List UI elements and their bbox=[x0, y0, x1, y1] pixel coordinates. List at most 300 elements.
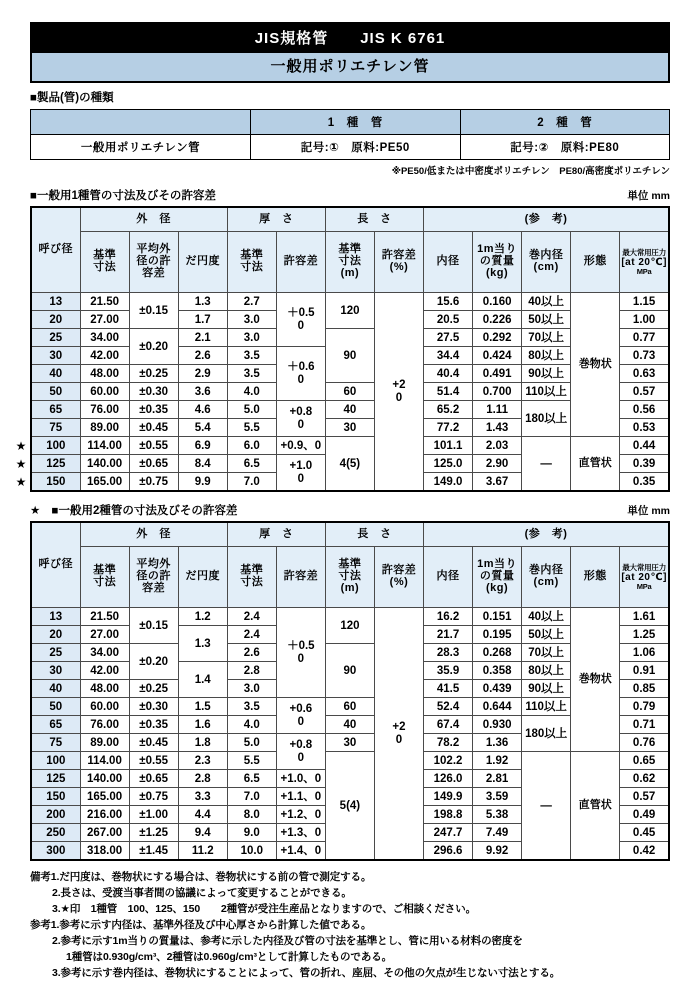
cell-nominal-diameter: 125 bbox=[31, 770, 80, 788]
cell-nominal-diameter: 25 bbox=[31, 329, 80, 347]
cell-std-dim-od: 48.00 bbox=[80, 680, 129, 698]
cell-max-working-pressure: 0.73 bbox=[620, 347, 669, 365]
cell-ovality: 3.3 bbox=[178, 788, 227, 806]
cell-ovality: 2.8 bbox=[178, 770, 227, 788]
cell-nominal-diameter: 13 bbox=[31, 608, 80, 626]
cell-std-dim-od: 76.00 bbox=[80, 716, 129, 734]
cell-std-dim-od: 216.00 bbox=[80, 806, 129, 824]
cell-max-working-pressure: 0.49 bbox=[620, 806, 669, 824]
product-kinds-footnote: ※PE50/低または中密度ポリエチレン PE80/高密度ポリエチレン bbox=[391, 166, 670, 178]
kinds-header-type1: 1 種 管 bbox=[251, 110, 461, 135]
col-header-thickness: 厚 さ bbox=[227, 207, 325, 232]
cell-od-tolerance: ±0.30 bbox=[129, 698, 178, 716]
cell-mass-per-meter: 2.90 bbox=[473, 455, 522, 473]
cell-inner-diameter: 247.7 bbox=[424, 824, 473, 842]
col-header-std-length: 基準 寸法 (m) bbox=[325, 547, 374, 608]
cell-std-dim-od: 42.00 bbox=[80, 347, 129, 365]
cell-coil-inner-diameter: 70以上 bbox=[522, 644, 571, 662]
cell-std-dim-od: 165.00 bbox=[80, 473, 129, 492]
col-header-inner-diameter: 内径 bbox=[424, 547, 473, 608]
col-header-coil-inner-diameter: 巻内径 (cm) bbox=[522, 232, 571, 293]
cell-inner-diameter: 126.0 bbox=[424, 770, 473, 788]
cell-std-dim-thickness: 9.0 bbox=[227, 824, 276, 842]
cell-thickness-tolerance: +0.8 0 bbox=[276, 734, 325, 770]
cell-std-dim-od: 34.00 bbox=[80, 329, 129, 347]
cell-inner-diameter: 296.6 bbox=[424, 842, 473, 861]
cell-ovality: 3.6 bbox=[178, 383, 227, 401]
cell-inner-diameter: 41.5 bbox=[424, 680, 473, 698]
cell-inner-diameter: 20.5 bbox=[424, 311, 473, 329]
cell-form: 直管状 bbox=[571, 752, 620, 861]
cell-od-tolerance: ±0.65 bbox=[129, 770, 178, 788]
cell-inner-diameter: 35.9 bbox=[424, 662, 473, 680]
col-header-thickness-tolerance: 許容差 bbox=[276, 232, 325, 293]
cell-inner-diameter: 67.4 bbox=[424, 716, 473, 734]
cell-length-tolerance: +2 0 bbox=[374, 608, 423, 861]
cell-nominal-diameter: 75 bbox=[31, 734, 80, 752]
cell-ovality: 9.9 bbox=[178, 473, 227, 492]
cell-max-working-pressure: 0.42 bbox=[620, 842, 669, 861]
col-header-length-tolerance: 許容差 (%) bbox=[374, 232, 423, 293]
col-header-outer-diameter: 外 径 bbox=[80, 522, 227, 547]
cell-max-working-pressure: 1.06 bbox=[620, 644, 669, 662]
cell-inner-diameter: 16.2 bbox=[424, 608, 473, 626]
footnote-line: 2.長さは、受渡当事者間の協議によって変更することができる。 bbox=[52, 887, 352, 900]
cell-std-dim-thickness: 6.5 bbox=[227, 770, 276, 788]
cell-std-dim-od: 165.00 bbox=[80, 788, 129, 806]
cell-mass-per-meter: 0.491 bbox=[473, 365, 522, 383]
cell-mass-per-meter: 0.644 bbox=[473, 698, 522, 716]
cell-inner-diameter: 52.4 bbox=[424, 698, 473, 716]
star-icon: ★ bbox=[15, 438, 27, 453]
cell-max-working-pressure: 0.71 bbox=[620, 716, 669, 734]
cell-std-length: 60 bbox=[325, 383, 374, 401]
cell-thickness-tolerance: +1.3、0 bbox=[276, 824, 325, 842]
cell-std-dim-od: 76.00 bbox=[80, 401, 129, 419]
cell-nominal-diameter: 40 bbox=[31, 680, 80, 698]
col-header-std-dim-od: 基準 寸法 bbox=[80, 232, 129, 293]
footnote-line: 3.参考に示す巻内径は、巻物状にすることによって、管の折れ、座屈、その他の欠点が生じない寸法とする。 bbox=[52, 967, 561, 980]
cell-thickness-tolerance: +0.9、0 bbox=[276, 437, 325, 455]
cell-od-tolerance: ±0.75 bbox=[129, 473, 178, 492]
cell-od-tolerance: ±1.25 bbox=[129, 824, 178, 842]
star-icon: ★ bbox=[15, 456, 27, 471]
table2-heading bbox=[30, 505, 237, 519]
cell-coil-inner-diameter: — bbox=[522, 437, 571, 492]
spec-table bbox=[30, 206, 670, 492]
cell-std-dim-od: 21.50 bbox=[80, 608, 129, 626]
product-title-banner: 一般用ポリエチレン管 bbox=[30, 53, 670, 82]
cell-od-tolerance: ±0.35 bbox=[129, 716, 178, 734]
cell-coil-inner-diameter: 40以上 bbox=[522, 608, 571, 626]
cell-inner-diameter: 27.5 bbox=[424, 329, 473, 347]
table2-heading-row bbox=[30, 503, 670, 518]
cell-coil-inner-diameter: 110以上 bbox=[522, 698, 571, 716]
cell-std-dim-od: 48.00 bbox=[80, 365, 129, 383]
cell-mass-per-meter: 3.67 bbox=[473, 473, 522, 492]
cell-mass-per-meter: 0.424 bbox=[473, 347, 522, 365]
cell-nominal-diameter: 65 bbox=[31, 401, 80, 419]
cell-ovality: 2.9 bbox=[178, 365, 227, 383]
col-header-thickness-tolerance: 許容差 bbox=[276, 547, 325, 608]
cell-max-working-pressure: 0.63 bbox=[620, 365, 669, 383]
kinds-header-blank bbox=[31, 110, 251, 135]
table1-unit: 単位 mm bbox=[627, 190, 670, 203]
cell-nominal-diameter: 125 bbox=[31, 455, 80, 473]
cell-od-tolerance: ±0.65 bbox=[129, 455, 178, 473]
cell-max-working-pressure: 0.76 bbox=[620, 734, 669, 752]
col-header-od-tolerance: 平均外 径の許 容差 bbox=[129, 232, 178, 293]
cell-std-dim-od: 114.00 bbox=[80, 752, 129, 770]
cell-nominal-diameter: 100 bbox=[31, 437, 80, 455]
cell-std-dim-thickness: 3.0 bbox=[227, 311, 276, 329]
cell-std-dim-thickness: 5.5 bbox=[227, 419, 276, 437]
cell-std-dim-thickness: 3.5 bbox=[227, 365, 276, 383]
col-header-thickness: 厚 さ bbox=[227, 522, 325, 547]
cell-nominal-diameter: 30 bbox=[31, 662, 80, 680]
cell-std-dim-od: 60.00 bbox=[80, 698, 129, 716]
cell-std-length: 90 bbox=[325, 644, 374, 698]
col-header-length: 長 さ bbox=[325, 207, 423, 232]
cell-ovality: 1.5 bbox=[178, 698, 227, 716]
cell-max-working-pressure: 0.79 bbox=[620, 698, 669, 716]
cell-ovality: 2.6 bbox=[178, 347, 227, 365]
cell-nominal-diameter: 40 bbox=[31, 365, 80, 383]
cell-mass-per-meter: 2.81 bbox=[473, 770, 522, 788]
col-header-reference: (参 考) bbox=[424, 522, 670, 547]
cell-std-dim-thickness: 2.7 bbox=[227, 293, 276, 311]
cell-ovality: 1.3 bbox=[178, 626, 227, 662]
star-icon: ★ bbox=[15, 475, 27, 490]
cell-ovality: 4.6 bbox=[178, 401, 227, 419]
cell-mass-per-meter: 9.92 bbox=[473, 842, 522, 861]
cell-mass-per-meter: 0.439 bbox=[473, 680, 522, 698]
cell-ovality: 1.4 bbox=[178, 662, 227, 698]
cell-nominal-diameter: 50 bbox=[31, 698, 80, 716]
cell-std-dim-thickness: 5.0 bbox=[227, 401, 276, 419]
cell-std-length: 4(5) bbox=[325, 437, 374, 492]
cell-mass-per-meter: 3.59 bbox=[473, 788, 522, 806]
cell-std-length: 40 bbox=[325, 716, 374, 734]
cell-mass-per-meter: 2.03 bbox=[473, 437, 522, 455]
cell-mass-per-meter: 7.49 bbox=[473, 824, 522, 842]
cell-inner-diameter: 125.0 bbox=[424, 455, 473, 473]
cell-max-working-pressure: 0.85 bbox=[620, 680, 669, 698]
cell-max-working-pressure: 0.53 bbox=[620, 419, 669, 437]
col-header-std-length: 基準 寸法 (m) bbox=[325, 232, 374, 293]
col-header-length: 長 さ bbox=[325, 522, 423, 547]
cell-nominal-diameter: 250 bbox=[31, 824, 80, 842]
col-header-std-dim-thickness: 基準 寸法 bbox=[227, 232, 276, 293]
col-header-inner-diameter: 内径 bbox=[424, 232, 473, 293]
cell-od-tolerance: ±0.75 bbox=[129, 788, 178, 806]
cell-std-dim-thickness: 2.4 bbox=[227, 608, 276, 626]
cell-std-dim-thickness: 5.0 bbox=[227, 734, 276, 752]
cell-ovality: 1.6 bbox=[178, 716, 227, 734]
table1-star-markers bbox=[13, 206, 29, 492]
cell-mass-per-meter: 0.700 bbox=[473, 383, 522, 401]
col-header-max-working-pressure: 最大常用圧力 [at 20℃] MPa bbox=[620, 232, 669, 293]
cell-std-dim-od: 140.00 bbox=[80, 455, 129, 473]
cell-coil-inner-diameter: 80以上 bbox=[522, 347, 571, 365]
cell-ovality: 1.8 bbox=[178, 734, 227, 752]
cell-thickness-tolerance: +1.0、0 bbox=[276, 770, 325, 788]
cell-od-tolerance: ±0.25 bbox=[129, 680, 178, 698]
cell-od-tolerance: ±0.20 bbox=[129, 329, 178, 365]
cell-ovality: 11.2 bbox=[178, 842, 227, 861]
cell-coil-inner-diameter: 70以上 bbox=[522, 329, 571, 347]
kinds-header-type2: 2 種 管 bbox=[460, 110, 670, 135]
cell-inner-diameter: 34.4 bbox=[424, 347, 473, 365]
cell-mass-per-meter: 0.358 bbox=[473, 662, 522, 680]
cell-nominal-diameter: 65 bbox=[31, 716, 80, 734]
col-header-coil-inner-diameter: 巻内径 (cm) bbox=[522, 547, 571, 608]
col-header-nominal-diameter: 呼び径 bbox=[31, 522, 80, 608]
cell-max-working-pressure: 1.00 bbox=[620, 311, 669, 329]
cell-inner-diameter: 15.6 bbox=[424, 293, 473, 311]
cell-mass-per-meter: 5.38 bbox=[473, 806, 522, 824]
cell-coil-inner-diameter: 80以上 bbox=[522, 662, 571, 680]
cell-coil-inner-diameter: 90以上 bbox=[522, 680, 571, 698]
table-row bbox=[31, 608, 669, 626]
col-header-ovality: だ円度 bbox=[178, 547, 227, 608]
footnote-line: 1種管は0.930g/cm³、2種管は0.960g/cm³として計算したものである。 bbox=[66, 951, 393, 964]
col-header-ovality: だ円度 bbox=[178, 232, 227, 293]
cell-std-dim-thickness: 3.5 bbox=[227, 347, 276, 365]
cell-std-dim-od: 34.00 bbox=[80, 644, 129, 662]
cell-ovality: 1.7 bbox=[178, 311, 227, 329]
cell-std-dim-thickness: 3.5 bbox=[227, 698, 276, 716]
cell-std-dim-thickness: 3.0 bbox=[227, 680, 276, 698]
cell-ovality: 2.1 bbox=[178, 329, 227, 347]
cell-coil-inner-diameter: 180以上 bbox=[522, 716, 571, 752]
cell-std-dim-od: 60.00 bbox=[80, 383, 129, 401]
cell-std-dim-od: 27.00 bbox=[80, 626, 129, 644]
cell-std-length: 40 bbox=[325, 401, 374, 419]
cell-nominal-diameter: 20 bbox=[31, 626, 80, 644]
cell-od-tolerance: ±0.15 bbox=[129, 608, 178, 644]
cell-length-tolerance: +2 0 bbox=[374, 293, 423, 492]
cell-max-working-pressure: 1.61 bbox=[620, 608, 669, 626]
cell-std-dim-od: 27.00 bbox=[80, 311, 129, 329]
cell-std-dim-od: 42.00 bbox=[80, 662, 129, 680]
table1-heading-row bbox=[30, 188, 670, 203]
cell-ovality: 6.9 bbox=[178, 437, 227, 455]
cell-max-working-pressure: 1.25 bbox=[620, 626, 669, 644]
cell-nominal-diameter: 75 bbox=[31, 419, 80, 437]
cell-od-tolerance: ±0.20 bbox=[129, 644, 178, 680]
cell-std-length: 90 bbox=[325, 329, 374, 383]
cell-nominal-diameter: 50 bbox=[31, 383, 80, 401]
cell-std-length: 120 bbox=[325, 608, 374, 644]
cell-od-tolerance: ±0.55 bbox=[129, 752, 178, 770]
cell-max-working-pressure: 0.62 bbox=[620, 770, 669, 788]
cell-max-working-pressure: 0.57 bbox=[620, 383, 669, 401]
footnotes bbox=[30, 870, 670, 982]
cell-mass-per-meter: 0.226 bbox=[473, 311, 522, 329]
cell-std-dim-thickness: 8.0 bbox=[227, 806, 276, 824]
cell-inner-diameter: 21.7 bbox=[424, 626, 473, 644]
cell-mass-per-meter: 0.268 bbox=[473, 644, 522, 662]
cell-nominal-diameter: 25 bbox=[31, 644, 80, 662]
table-row bbox=[31, 752, 669, 770]
standard-title-banner: JIS規格管 JIS K 6761 bbox=[30, 22, 670, 53]
cell-std-dim-thickness: 7.0 bbox=[227, 473, 276, 492]
cell-coil-inner-diameter: 90以上 bbox=[522, 365, 571, 383]
cell-std-dim-thickness: 2.4 bbox=[227, 626, 276, 644]
cell-nominal-diameter: 300 bbox=[31, 842, 80, 861]
cell-mass-per-meter: 0.195 bbox=[473, 626, 522, 644]
table2-mount bbox=[30, 521, 670, 861]
cell-std-dim-thickness: 4.0 bbox=[227, 383, 276, 401]
cell-std-dim-od: 21.50 bbox=[80, 293, 129, 311]
col-header-std-dim-thickness: 基準 寸法 bbox=[227, 547, 276, 608]
cell-thickness-tolerance: +0.6 0 bbox=[276, 698, 325, 734]
cell-std-dim-thickness: 10.0 bbox=[227, 842, 276, 861]
cell-std-dim-thickness: 5.5 bbox=[227, 752, 276, 770]
cell-ovality: 1.3 bbox=[178, 293, 227, 311]
table-header-group-row bbox=[31, 522, 669, 547]
cell-ovality: 1.2 bbox=[178, 608, 227, 626]
cell-inner-diameter: 51.4 bbox=[424, 383, 473, 401]
cell-ovality: 4.4 bbox=[178, 806, 227, 824]
cell-form: 巻物状 bbox=[571, 608, 620, 752]
cell-ovality: 5.4 bbox=[178, 419, 227, 437]
cell-thickness-tolerance: +0.8 0 bbox=[276, 401, 325, 437]
cell-max-working-pressure: 0.77 bbox=[620, 329, 669, 347]
table-row bbox=[31, 437, 669, 455]
cell-std-dim-od: 267.00 bbox=[80, 824, 129, 842]
cell-od-tolerance: ±0.15 bbox=[129, 293, 178, 329]
cell-nominal-diameter: 150 bbox=[31, 788, 80, 806]
cell-max-working-pressure: 0.91 bbox=[620, 662, 669, 680]
cell-std-length: 120 bbox=[325, 293, 374, 329]
cell-coil-inner-diameter: — bbox=[522, 752, 571, 861]
cell-inner-diameter: 198.8 bbox=[424, 806, 473, 824]
cell-inner-diameter: 77.2 bbox=[424, 419, 473, 437]
col-header-od-tolerance: 平均外 径の許 容差 bbox=[129, 547, 178, 608]
cell-mass-per-meter: 0.160 bbox=[473, 293, 522, 311]
kinds-row-label: 一般用ポリエチレン管 bbox=[31, 135, 251, 160]
cell-nominal-diameter: 30 bbox=[31, 347, 80, 365]
cell-nominal-diameter: 150 bbox=[31, 473, 80, 492]
table2-star-marker: ★ bbox=[30, 504, 41, 517]
col-header-outer-diameter: 外 径 bbox=[80, 207, 227, 232]
table1-mount bbox=[15, 206, 670, 492]
table2-unit: 単位 mm bbox=[627, 505, 670, 518]
cell-ovality: 2.3 bbox=[178, 752, 227, 770]
cell-std-dim-thickness: 6.5 bbox=[227, 455, 276, 473]
col-header-form: 形態 bbox=[571, 232, 620, 293]
cell-nominal-diameter: 100 bbox=[31, 752, 80, 770]
col-header-reference: (参 考) bbox=[424, 207, 670, 232]
cell-thickness-tolerance: ＋0.5 0 bbox=[276, 608, 325, 698]
cell-od-tolerance: ±0.35 bbox=[129, 401, 178, 419]
cell-inner-diameter: 28.3 bbox=[424, 644, 473, 662]
cell-nominal-diameter: 20 bbox=[31, 311, 80, 329]
col-header-mass-per-meter: 1m当り の質量 (kg) bbox=[473, 547, 522, 608]
cell-thickness-tolerance: ＋0.5 0 bbox=[276, 293, 325, 347]
col-header-nominal-diameter: 呼び径 bbox=[31, 207, 80, 293]
cell-coil-inner-diameter: 50以上 bbox=[522, 626, 571, 644]
spec-table bbox=[30, 521, 670, 861]
col-header-form: 形態 bbox=[571, 547, 620, 608]
kinds-row-type2: 記号:② 原料:PE80 bbox=[460, 135, 670, 160]
table2-heading-text: ■一般用2種管の寸法及びその許容差 bbox=[51, 504, 238, 517]
cell-thickness-tolerance: +1.2、0 bbox=[276, 806, 325, 824]
cell-mass-per-meter: 1.11 bbox=[473, 401, 522, 419]
cell-mass-per-meter: 1.43 bbox=[473, 419, 522, 437]
cell-max-working-pressure: 0.39 bbox=[620, 455, 669, 473]
cell-mass-per-meter: 0.292 bbox=[473, 329, 522, 347]
footnote-line: 2.参考に示す1m当りの質量は、参考に示した内径及び管の寸法を基準とし、管に用いる材料の密度を bbox=[52, 935, 523, 948]
cell-std-dim-od: 89.00 bbox=[80, 419, 129, 437]
cell-std-dim-od: 140.00 bbox=[80, 770, 129, 788]
footnote-line: 備考1.だ円度は、巻物状にする場合は、巻物状にする前の管で測定する。 bbox=[30, 871, 372, 884]
cell-mass-per-meter: 1.92 bbox=[473, 752, 522, 770]
cell-max-working-pressure: 0.57 bbox=[620, 788, 669, 806]
table-row bbox=[31, 293, 669, 311]
product-kinds-table bbox=[30, 109, 670, 160]
footnote-line: 3.★印 1種管 100、125、150 2種管が受注生産品となりますので、ご相談ください。 bbox=[52, 903, 476, 916]
cell-od-tolerance: ±0.30 bbox=[129, 383, 178, 401]
cell-std-dim-thickness: 2.6 bbox=[227, 644, 276, 662]
cell-thickness-tolerance: +1.1、0 bbox=[276, 788, 325, 806]
cell-std-dim-thickness: 4.0 bbox=[227, 716, 276, 734]
cell-inner-diameter: 102.2 bbox=[424, 752, 473, 770]
table-header-sub-row bbox=[31, 232, 669, 293]
col-header-length-tolerance: 許容差 (%) bbox=[374, 547, 423, 608]
cell-inner-diameter: 65.2 bbox=[424, 401, 473, 419]
cell-od-tolerance: ±0.45 bbox=[129, 419, 178, 437]
cell-nominal-diameter: 13 bbox=[31, 293, 80, 311]
cell-coil-inner-diameter: 40以上 bbox=[522, 293, 571, 311]
cell-thickness-tolerance: +1.4、0 bbox=[276, 842, 325, 861]
cell-std-dim-od: 89.00 bbox=[80, 734, 129, 752]
cell-coil-inner-diameter: 50以上 bbox=[522, 311, 571, 329]
cell-od-tolerance: ±0.55 bbox=[129, 437, 178, 455]
cell-od-tolerance: ±0.25 bbox=[129, 365, 178, 383]
table-row bbox=[31, 135, 670, 160]
cell-mass-per-meter: 0.151 bbox=[473, 608, 522, 626]
cell-max-working-pressure: 0.56 bbox=[620, 401, 669, 419]
cell-od-tolerance: ±1.45 bbox=[129, 842, 178, 861]
cell-form: 巻物状 bbox=[571, 293, 620, 437]
cell-inner-diameter: 40.4 bbox=[424, 365, 473, 383]
cell-coil-inner-diameter: 180以上 bbox=[522, 401, 571, 437]
col-header-mass-per-meter: 1m当り の質量 (kg) bbox=[473, 232, 522, 293]
table-header-sub-row bbox=[31, 547, 669, 608]
kinds-row-type1: 記号:① 原料:PE50 bbox=[251, 135, 461, 160]
cell-inner-diameter: 149.9 bbox=[424, 788, 473, 806]
col-header-max-working-pressure: 最大常用圧力 [at 20℃] MPa bbox=[620, 547, 669, 608]
cell-coil-inner-diameter: 110以上 bbox=[522, 383, 571, 401]
cell-inner-diameter: 78.2 bbox=[424, 734, 473, 752]
cell-std-dim-thickness: 2.8 bbox=[227, 662, 276, 680]
cell-od-tolerance: ±0.45 bbox=[129, 734, 178, 752]
product-kinds-heading: ■製品(管)の種類 bbox=[30, 91, 114, 104]
cell-mass-per-meter: 0.930 bbox=[473, 716, 522, 734]
table-row bbox=[31, 110, 670, 135]
col-header-std-dim-od: 基準 寸法 bbox=[80, 547, 129, 608]
cell-std-length: 5(4) bbox=[325, 752, 374, 861]
cell-thickness-tolerance: ＋0.6 0 bbox=[276, 347, 325, 401]
cell-ovality: 9.4 bbox=[178, 824, 227, 842]
cell-std-length: 30 bbox=[325, 419, 374, 437]
table-header-group-row bbox=[31, 207, 669, 232]
footnote-line: 参考1.参考に示す内径は、基準外径及び中心厚さから計算した値である。 bbox=[30, 919, 372, 932]
cell-std-dim-thickness: 6.0 bbox=[227, 437, 276, 455]
